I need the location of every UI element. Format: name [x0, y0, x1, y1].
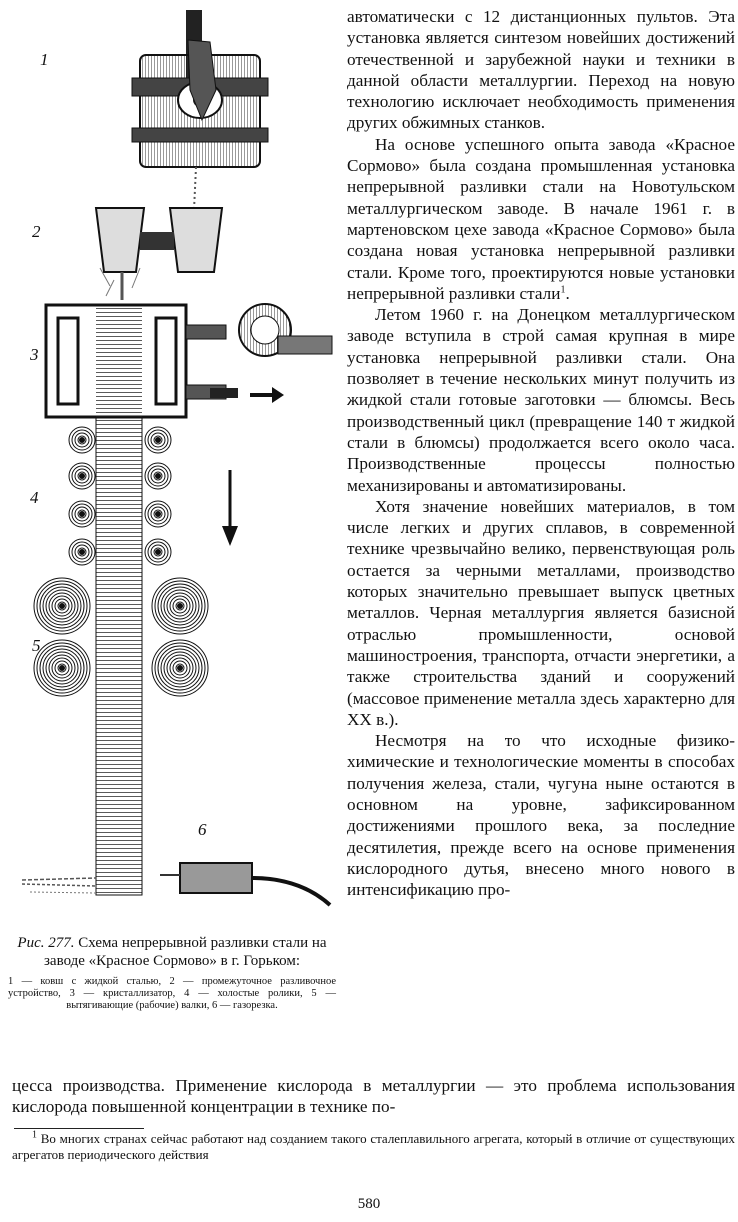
- idle-roller: [145, 463, 171, 489]
- figure-label-5: 5: [32, 636, 41, 655]
- figure-caption: [8, 934, 336, 1012]
- page-number: 580: [357, 1196, 381, 1212]
- figure-label-1: 1: [40, 50, 49, 69]
- right-column: [347, 6, 735, 900]
- pulling-roll: [152, 640, 208, 696]
- ladle: [132, 10, 268, 210]
- idle-roller: [145, 539, 171, 565]
- idle-roller: [69, 539, 95, 565]
- paragraph-2-end: .: [565, 283, 570, 303]
- paragraph-4: Хотя значение новейших материалов, в том числе легких и других сплавов, в современной технике чрезвычайно велико, первенствующая роль остается за черными металлами, производство которых значительно превышает выпуск цветных металлов. Черная металлургия является базисной отраслью промышленности, основой машиностроения, транспорта, отчасти энергетики, а также строительства зданий и сооружений (массовое применение металла здесь характерно для XX в.).: [347, 496, 735, 729]
- figure-label-6: 6: [198, 820, 207, 839]
- paragraph-2: [347, 134, 735, 304]
- footnote-reference: 1: [560, 284, 566, 296]
- footnote-mark: 1: [32, 1129, 37, 1141]
- caption-lead: Рис. 277.: [17, 935, 75, 951]
- gas-cutter: [22, 863, 330, 905]
- tundish: [96, 208, 222, 300]
- figure-277: [10, 0, 340, 930]
- figure-label-4: 4: [30, 488, 39, 507]
- continuous-casting-diagram: [10, 0, 340, 930]
- idle-roller: [69, 501, 95, 527]
- pulling-roll: [34, 578, 90, 634]
- crystallizer: [46, 304, 332, 417]
- paragraph-1: автоматически с 12 дистанционных пультов. Эта установка является синтезом новейших достижений отечественной и зарубежной науки и техники в данной области металлургии. Переход на новую технологию исключает необходимость применения других обжимных станков.: [347, 7, 735, 133]
- paragraph-2-text: На основе успешного опыта завода «Красное Сормово» была создана промышленная установка непрерывной разливки стали на Новотульском металлургическом заводе. В начале 1961 г. в мартеновском цехе завода «Красное Сормово» была создана новая установка непрерывной разливки стали. Кроме того, проектируются новые установки непрерывной разливки стали: [347, 134, 735, 303]
- idle-roller: [69, 463, 95, 489]
- caption-legend: 1 — ковш с жидкой сталью, 2 — промежуточное разливочное устройство, 3 — кристаллизатор, 4 — холостые ролики, 5 — вытягивающие (рабочие) валки, 6 — газорезка.: [8, 976, 336, 1011]
- footnote-text: Во многих странах сейчас работают над созданием такого сталеплавильного агрегата, который в отличие от существующих агрегатов периодического действия: [12, 1131, 735, 1162]
- caption-title: [8, 934, 336, 970]
- pulling-roll: [34, 640, 90, 696]
- paragraph-5: Несмотря на то что исходные физико-химические и технологические моменты в способах получения железа, стали, чугуна ныне остаются в основном на уровне, зафиксированном достижениями прошлого века, за последние десятилетия, прежде всего на основе применения кислородного дутья, внесено много нового в интенсификацию про-: [347, 731, 735, 900]
- full-width-text: цесса производства. Применение кислорода в металлургии — это проблема использования кислорода повышенной концентрации в технике по-: [12, 1076, 735, 1117]
- figure-label-3: 3: [30, 345, 39, 364]
- pulling-roll: [152, 578, 208, 634]
- idle-roller: [145, 427, 171, 453]
- paragraph-3: Летом 1960 г. на Донецком металлургическом заводе вступила в строй самая крупная в мире установка непрерывной разливки стали. Она позволяет в течение нескольких минут получить из жидкой стали готовые заготовки — блюмсы. Весь производственный цикл (превращение 140 т жидкой стали в блюмсы) продолжается всего около часа. Производственные процессы полностью механизированы и автоматизированы.: [347, 305, 735, 495]
- direction-arrow: [222, 470, 238, 546]
- footnote: [12, 1131, 735, 1163]
- steel-strand: [96, 417, 142, 895]
- figure-label-2: 2: [32, 222, 41, 241]
- caption-title-text: Схема непрерывной разливки стали на заводе «Красное Сормово» в г. Горьком:: [44, 935, 327, 969]
- idle-roller: [145, 501, 171, 527]
- idle-roller: [69, 427, 95, 453]
